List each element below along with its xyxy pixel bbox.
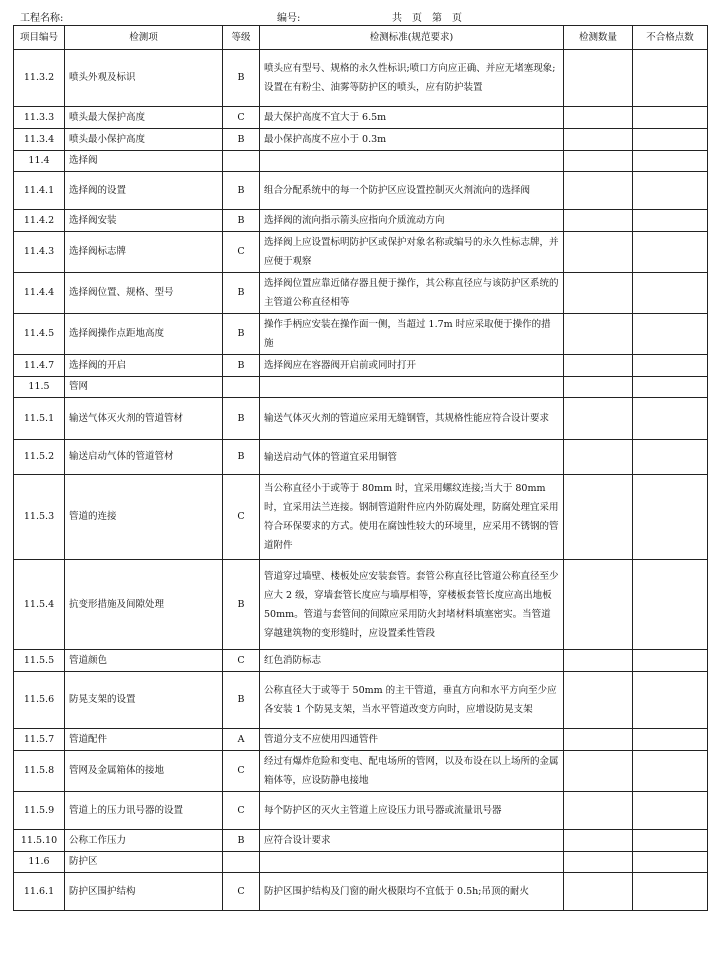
table-row bbox=[14, 852, 708, 873]
row-fail-count bbox=[633, 560, 708, 650]
row-fail-count bbox=[633, 172, 708, 210]
table-row bbox=[14, 751, 708, 792]
row-item: 选择阀 bbox=[65, 151, 223, 172]
column-header-quantity: 检测数量 bbox=[564, 26, 633, 50]
row-standard: 输送启动气体的管道宜采用铜管 bbox=[260, 440, 564, 475]
row-standard: 经过有爆炸危险和变电、配电场所的管网，以及布设在以上场所的金属箱体等，应设防静电接地 bbox=[260, 751, 564, 792]
row-fail-count bbox=[633, 398, 708, 440]
row-standard bbox=[260, 151, 564, 172]
row-fail-count bbox=[633, 852, 708, 873]
row-id: 11.4.1 bbox=[14, 172, 65, 210]
row-quantity bbox=[564, 314, 633, 355]
table-row bbox=[14, 314, 708, 355]
row-item: 管网及金属箱体的接地 bbox=[65, 751, 223, 792]
row-item: 管道配件 bbox=[65, 729, 223, 751]
row-item: 喷头最大保护高度 bbox=[65, 107, 223, 129]
row-id: 11.5.7 bbox=[14, 729, 65, 751]
row-grade: C bbox=[223, 873, 260, 911]
row-fail-count bbox=[633, 50, 708, 107]
column-header-grade: 等级 bbox=[223, 26, 260, 50]
row-quantity bbox=[564, 475, 633, 560]
row-grade: B bbox=[223, 560, 260, 650]
table-row bbox=[14, 210, 708, 232]
row-quantity bbox=[564, 729, 633, 751]
row-quantity bbox=[564, 50, 633, 107]
row-id: 11.5.5 bbox=[14, 650, 65, 672]
row-grade: C bbox=[223, 650, 260, 672]
row-quantity bbox=[564, 232, 633, 273]
row-standard: 每个防护区的灭火主管道上应设压力讯号器或流量讯号器 bbox=[260, 792, 564, 830]
row-standard: 选择阀上应设置标明防护区或保护对象名称或编号的永久性标志牌，并应便于观察 bbox=[260, 232, 564, 273]
row-grade: B bbox=[223, 672, 260, 729]
row-quantity bbox=[564, 129, 633, 151]
row-item: 喷头最小保护高度 bbox=[65, 129, 223, 151]
row-fail-count bbox=[633, 129, 708, 151]
table-row bbox=[14, 273, 708, 314]
row-item: 选择阀操作点距地高度 bbox=[65, 314, 223, 355]
row-grade: B bbox=[223, 314, 260, 355]
row-item: 输送启动气体的管道管材 bbox=[65, 440, 223, 475]
table-row bbox=[14, 355, 708, 377]
row-standard bbox=[260, 852, 564, 873]
table-row bbox=[14, 50, 708, 107]
row-id: 11.4.7 bbox=[14, 355, 65, 377]
row-id: 11.5.4 bbox=[14, 560, 65, 650]
row-grade: C bbox=[223, 792, 260, 830]
row-fail-count bbox=[633, 751, 708, 792]
row-grade: C bbox=[223, 475, 260, 560]
row-quantity bbox=[564, 377, 633, 398]
row-grade: B bbox=[223, 398, 260, 440]
row-standard: 应符合设计要求 bbox=[260, 830, 564, 852]
row-fail-count bbox=[633, 107, 708, 129]
page-counter-label: 共 页 第 页 bbox=[392, 13, 462, 24]
row-item: 防护区 bbox=[65, 852, 223, 873]
row-standard: 公称直径大于或等于 50mm 的主干管道，垂直方向和水平方向至少应各安装 1 个防晃支架，当水平管道改变方向时，应增设防晃支架 bbox=[260, 672, 564, 729]
table-row bbox=[14, 650, 708, 672]
table-row bbox=[14, 377, 708, 398]
table-header-row bbox=[14, 26, 708, 50]
table-row bbox=[14, 873, 708, 911]
row-standard: 选择阀位置应靠近储存器且便于操作，其公称直径应与该防护区系统的主管道公称直径相等 bbox=[260, 273, 564, 314]
row-quantity bbox=[564, 830, 633, 852]
row-fail-count bbox=[633, 377, 708, 398]
table-row bbox=[14, 830, 708, 852]
row-grade: C bbox=[223, 107, 260, 129]
row-quantity bbox=[564, 151, 633, 172]
row-fail-count bbox=[633, 830, 708, 852]
table-row bbox=[14, 560, 708, 650]
row-id: 11.5.2 bbox=[14, 440, 65, 475]
table-row bbox=[14, 672, 708, 729]
row-item: 管道上的压力讯号器的设置 bbox=[65, 792, 223, 830]
table-row bbox=[14, 129, 708, 151]
row-fail-count bbox=[633, 273, 708, 314]
row-id: 11.5.3 bbox=[14, 475, 65, 560]
row-id: 11.5.9 bbox=[14, 792, 65, 830]
row-fail-count bbox=[633, 440, 708, 475]
row-standard: 输送气体灭火剂的管道应采用无缝钢管，其规格性能应符合设计要求 bbox=[260, 398, 564, 440]
row-grade: B bbox=[223, 172, 260, 210]
row-quantity bbox=[564, 751, 633, 792]
row-grade: C bbox=[223, 232, 260, 273]
form-header bbox=[0, 6, 719, 24]
row-standard: 红色消防标志 bbox=[260, 650, 564, 672]
table-row bbox=[14, 398, 708, 440]
row-fail-count bbox=[633, 210, 708, 232]
table-row bbox=[14, 107, 708, 129]
row-quantity bbox=[564, 672, 633, 729]
column-header-standard: 检测标准(规范要求) bbox=[260, 26, 564, 50]
row-item: 选择阀位置、规格、型号 bbox=[65, 273, 223, 314]
row-grade: B bbox=[223, 355, 260, 377]
row-standard: 管道分支不应使用四通管件 bbox=[260, 729, 564, 751]
row-fail-count bbox=[633, 475, 708, 560]
row-standard: 管道穿过墙壁、楼板处应安装套管。套管公称直径比管道公称直径至少应大 2 级，穿墙套管长度应与墙厚相等，穿楼板套管长度应高出地板 50mm。管道与套管间的间隙应采用防火封堵材料填塞密实。当管道穿越建筑物的变形缝时，应设置柔性管段 bbox=[260, 560, 564, 650]
row-quantity bbox=[564, 852, 633, 873]
row-quantity bbox=[564, 873, 633, 911]
row-quantity bbox=[564, 398, 633, 440]
row-grade bbox=[223, 377, 260, 398]
row-id: 11.6.1 bbox=[14, 873, 65, 911]
row-id: 11.3.3 bbox=[14, 107, 65, 129]
row-item: 管网 bbox=[65, 377, 223, 398]
row-fail-count bbox=[633, 650, 708, 672]
row-fail-count bbox=[633, 232, 708, 273]
row-fail-count bbox=[633, 792, 708, 830]
row-standard: 操作手柄应安装在操作面一侧，当超过 1.7m 时应采取便于操作的措施 bbox=[260, 314, 564, 355]
row-quantity bbox=[564, 440, 633, 475]
table-row bbox=[14, 729, 708, 751]
row-quantity bbox=[564, 355, 633, 377]
row-id: 11.5 bbox=[14, 377, 65, 398]
row-fail-count bbox=[633, 151, 708, 172]
row-quantity bbox=[564, 792, 633, 830]
row-standard: 组合分配系统中的每一个防护区应设置控制灭火剂流向的选择阀 bbox=[260, 172, 564, 210]
row-grade bbox=[223, 151, 260, 172]
row-item: 抗变形措施及间隙处理 bbox=[65, 560, 223, 650]
row-standard: 最小保护高度不应小于 0.3m bbox=[260, 129, 564, 151]
row-id: 11.3.4 bbox=[14, 129, 65, 151]
row-standard bbox=[260, 377, 564, 398]
row-id: 11.6 bbox=[14, 852, 65, 873]
row-grade: B bbox=[223, 830, 260, 852]
row-grade: B bbox=[223, 50, 260, 107]
row-item: 公称工作压力 bbox=[65, 830, 223, 852]
table-row bbox=[14, 232, 708, 273]
row-quantity bbox=[564, 210, 633, 232]
row-quantity bbox=[564, 172, 633, 210]
row-id: 11.4.3 bbox=[14, 232, 65, 273]
table-row bbox=[14, 792, 708, 830]
row-grade: B bbox=[223, 129, 260, 151]
row-id: 11.4.2 bbox=[14, 210, 65, 232]
row-item: 防晃支架的设置 bbox=[65, 672, 223, 729]
row-grade: C bbox=[223, 751, 260, 792]
row-standard: 防护区围护结构及门窗的耐火极限均不宜低于 0.5h;吊顶的耐火 bbox=[260, 873, 564, 911]
row-fail-count bbox=[633, 355, 708, 377]
column-header-item: 检测项 bbox=[65, 26, 223, 50]
table-row bbox=[14, 475, 708, 560]
row-grade bbox=[223, 852, 260, 873]
row-quantity bbox=[564, 273, 633, 314]
row-id: 11.4 bbox=[14, 151, 65, 172]
row-item: 选择阀安装 bbox=[65, 210, 223, 232]
row-fail-count bbox=[633, 314, 708, 355]
row-id: 11.4.4 bbox=[14, 273, 65, 314]
row-id: 11.5.10 bbox=[14, 830, 65, 852]
column-header-fail-count: 不合格点数 bbox=[633, 26, 708, 50]
column-header-id: 项目编号 bbox=[14, 26, 65, 50]
number-label: 编号: bbox=[277, 13, 301, 24]
row-item: 管道颜色 bbox=[65, 650, 223, 672]
row-id: 11.5.6 bbox=[14, 672, 65, 729]
row-standard: 选择阀应在容器阀开启前或同时打开 bbox=[260, 355, 564, 377]
row-id: 11.5.1 bbox=[14, 398, 65, 440]
row-item: 喷头外观及标识 bbox=[65, 50, 223, 107]
row-quantity bbox=[564, 650, 633, 672]
table-row bbox=[14, 151, 708, 172]
row-standard: 最大保护高度不宜大于 6.5m bbox=[260, 107, 564, 129]
row-fail-count bbox=[633, 672, 708, 729]
row-grade: B bbox=[223, 210, 260, 232]
row-standard: 喷头应有型号、规格的永久性标识;喷口方向应正确、并应无堵塞现象;设置在有粉尘、油雾等防护区的喷头，应有防护装置 bbox=[260, 50, 564, 107]
table-row bbox=[14, 440, 708, 475]
table-row bbox=[14, 172, 708, 210]
row-standard: 选择阀的流向指示箭头应指向介质流动方向 bbox=[260, 210, 564, 232]
row-fail-count bbox=[633, 873, 708, 911]
row-item: 选择阀的开启 bbox=[65, 355, 223, 377]
row-grade: A bbox=[223, 729, 260, 751]
project-name-label: 工程名称: bbox=[20, 13, 64, 24]
row-id: 11.3.2 bbox=[14, 50, 65, 107]
row-grade: B bbox=[223, 440, 260, 475]
row-grade: B bbox=[223, 273, 260, 314]
inspection-table bbox=[13, 25, 708, 911]
row-quantity bbox=[564, 107, 633, 129]
row-id: 11.5.8 bbox=[14, 751, 65, 792]
row-fail-count bbox=[633, 729, 708, 751]
row-standard: 当公称直径小于或等于 80mm 时，宜采用螺纹连接;当大于 80mm 时，宜采用法兰连接。钢制管道附件应内外防腐处理，防腐处理宜采用符合环保要求的方式。使用在腐蚀性较大的环境里，应采用不锈钢的管道附件 bbox=[260, 475, 564, 560]
row-quantity bbox=[564, 560, 633, 650]
row-item: 防护区围护结构 bbox=[65, 873, 223, 911]
row-item: 管道的连接 bbox=[65, 475, 223, 560]
row-item: 选择阀的设置 bbox=[65, 172, 223, 210]
row-item: 选择阀标志牌 bbox=[65, 232, 223, 273]
row-item: 输送气体灭火剂的管道管材 bbox=[65, 398, 223, 440]
row-id: 11.4.5 bbox=[14, 314, 65, 355]
